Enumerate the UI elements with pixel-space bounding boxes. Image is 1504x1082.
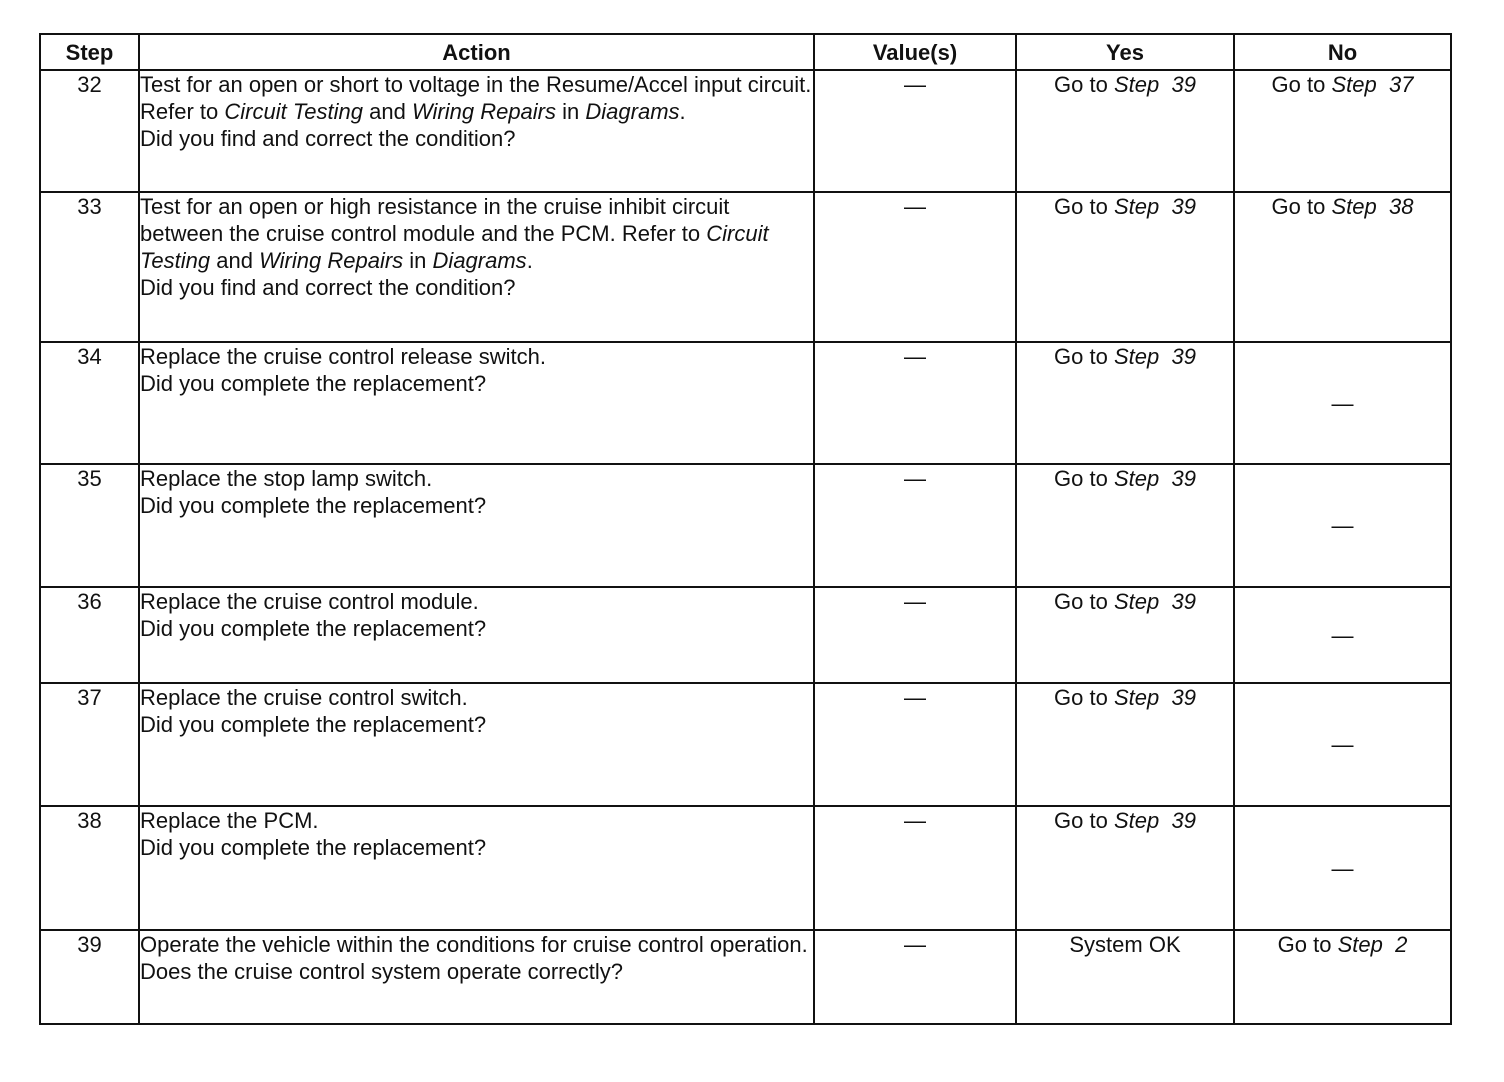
question: Did you complete the replacement? xyxy=(140,493,487,518)
step-number: 33 xyxy=(40,192,139,342)
action-cell xyxy=(139,806,814,930)
no-cell: — xyxy=(1234,464,1451,587)
instruction: Test for an open or high resistance in the cruise inhibit circuit between the cruise control module and the PCM. Refer to Circuit Testing and Wiring Repairs in Diagrams. xyxy=(140,194,769,273)
value-cell: — xyxy=(814,806,1016,930)
no-cell: — xyxy=(1234,806,1451,930)
diagnostic-table xyxy=(39,33,1452,1025)
yes-cell: System OK xyxy=(1016,930,1234,1024)
instruction: Replace the PCM. xyxy=(140,808,319,833)
step-number: 38 xyxy=(40,806,139,930)
table-row xyxy=(40,192,1451,342)
question: Did you find and correct the condition? xyxy=(140,126,516,151)
step-number: 39 xyxy=(40,930,139,1024)
no-cell: Go to Step 37 xyxy=(1234,70,1451,192)
table-row xyxy=(40,683,1451,806)
table-row xyxy=(40,806,1451,930)
header-no: No xyxy=(1234,34,1451,70)
header-row xyxy=(40,34,1451,70)
yes-cell: Go to Step 39 xyxy=(1016,342,1234,464)
yes-cell: Go to Step 39 xyxy=(1016,192,1234,342)
table-row xyxy=(40,70,1451,192)
action-cell xyxy=(139,192,814,342)
no-cell: — xyxy=(1234,683,1451,806)
action-cell xyxy=(139,930,814,1024)
action-cell xyxy=(139,464,814,587)
no-cell: Go to Step 38 xyxy=(1234,192,1451,342)
step-number: 36 xyxy=(40,587,139,683)
step-number: 35 xyxy=(40,464,139,587)
value-cell: — xyxy=(814,683,1016,806)
instruction: Replace the cruise control switch. xyxy=(140,685,468,710)
table-row xyxy=(40,464,1451,587)
instruction: Replace the cruise control module. xyxy=(140,589,479,614)
value-cell: — xyxy=(814,930,1016,1024)
value-cell: — xyxy=(814,70,1016,192)
question: Does the cruise control system operate correctly? xyxy=(140,959,623,984)
value-cell: — xyxy=(814,464,1016,587)
step-number: 34 xyxy=(40,342,139,464)
instruction: Replace the cruise control release switch. xyxy=(140,344,546,369)
no-cell: — xyxy=(1234,587,1451,683)
header-action: Action xyxy=(139,34,814,70)
yes-cell: Go to Step 39 xyxy=(1016,587,1234,683)
yes-cell: Go to Step 39 xyxy=(1016,464,1234,587)
yes-cell: Go to Step 39 xyxy=(1016,683,1234,806)
no-cell: Go to Step 2 xyxy=(1234,930,1451,1024)
value-cell: — xyxy=(814,342,1016,464)
action-cell xyxy=(139,342,814,464)
yes-cell: Go to Step 39 xyxy=(1016,806,1234,930)
header-values: Value(s) xyxy=(814,34,1016,70)
question: Did you complete the replacement? xyxy=(140,835,487,860)
header-yes: Yes xyxy=(1016,34,1234,70)
no-cell: — xyxy=(1234,342,1451,464)
table-row xyxy=(40,930,1451,1024)
instruction: Operate the vehicle within the conditions for cruise control operation. xyxy=(140,932,808,957)
question: Did you complete the replacement? xyxy=(140,712,487,737)
value-cell: — xyxy=(814,192,1016,342)
value-cell: — xyxy=(814,587,1016,683)
question: Did you complete the replacement? xyxy=(140,371,487,396)
action-cell xyxy=(139,683,814,806)
action-cell xyxy=(139,70,814,192)
table-row xyxy=(40,342,1451,464)
action-cell xyxy=(139,587,814,683)
instruction: Test for an open or short to voltage in the Resume/Accel input circuit. Refer to Circuit Testing and Wiring Repairs in Diagrams. xyxy=(140,72,812,124)
header-step: Step xyxy=(40,34,139,70)
instruction: Replace the stop lamp switch. xyxy=(140,466,433,491)
table-row xyxy=(40,587,1451,683)
question: Did you find and correct the condition? xyxy=(140,275,516,300)
question: Did you complete the replacement? xyxy=(140,616,487,641)
step-number: 32 xyxy=(40,70,139,192)
step-number: 37 xyxy=(40,683,139,806)
yes-cell: Go to Step 39 xyxy=(1016,70,1234,192)
